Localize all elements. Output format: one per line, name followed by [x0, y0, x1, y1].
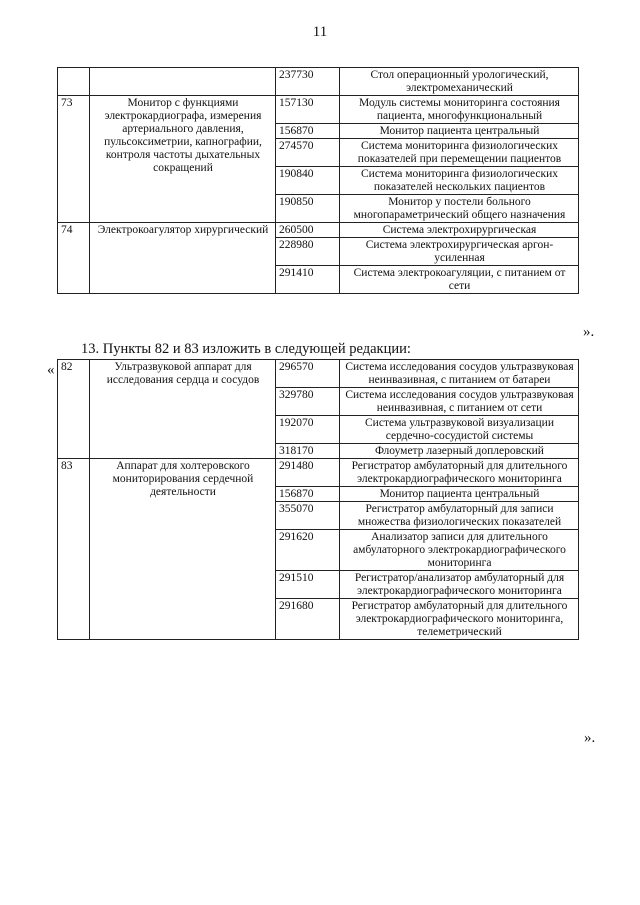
table-row — [58, 223, 579, 238]
nomenclature-description: Система исследования сосудов ультразвуковая неинвазивная, с питанием от сети — [340, 388, 579, 416]
nomenclature-code: 318170 — [276, 444, 340, 459]
nomenclature-description: Система исследования сосудов ультразвуковая неинвазивная, с питанием от батареи — [340, 360, 579, 388]
nomenclature-code: 291620 — [276, 530, 340, 571]
equipment-name: Электрокоагулятор хирургический — [90, 223, 276, 294]
nomenclature-code: 274570 — [276, 139, 340, 167]
amendment-heading: 13. Пункты 82 и 83 изложить в следующей редакции: — [81, 341, 411, 357]
item-number: 83 — [58, 459, 90, 640]
nomenclature-code: 228980 — [276, 238, 340, 266]
page-number: 11 — [312, 24, 328, 40]
item-number: 74 — [58, 223, 90, 294]
nomenclature-code: 190850 — [276, 195, 340, 223]
nomenclature-code: 157130 — [276, 96, 340, 124]
nomenclature-description: Регистратор амбулаторный для длительного электрокардиографического мониторинга — [340, 459, 579, 487]
nomenclature-description: Монитор у постели больного многопараметрический общего назначения — [340, 195, 579, 223]
nomenclature-code: 291680 — [276, 599, 340, 640]
table-row — [58, 68, 579, 96]
equipment-name: Монитор с функциями электрокардиографа, измерения артериального давления, пульсоксиметрии, капнографии, контроля частоты дыхательных сокращений — [90, 96, 276, 223]
nomenclature-code: 291410 — [276, 266, 340, 294]
item-number — [58, 68, 90, 96]
nomenclature-description: Система электрохирургическая аргон-усиленная — [340, 238, 579, 266]
item-number: 73 — [58, 96, 90, 223]
nomenclature-description: Система мониторинга физиологических показателей нескольких пациентов — [340, 167, 579, 195]
nomenclature-code: 237730 — [276, 68, 340, 96]
opening-quote: « — [47, 362, 55, 378]
nomenclature-description: Регистратор амбулаторный для длительного электрокардиографического мониторинга, телеметрический — [340, 599, 579, 640]
equipment-name: Ультразвуковой аппарат для исследования сердца и сосудов — [90, 360, 276, 459]
nomenclature-description: Анализатор записи для длительного амбулаторного электрокардиографического мониторинга — [340, 530, 579, 571]
nomenclature-description: Монитор пациента центральный — [340, 487, 579, 502]
nomenclature-description: Регистратор амбулаторный для записи множества физиологических показателей — [340, 502, 579, 530]
nomenclature-code: 192070 — [276, 416, 340, 444]
equipment-name: Аппарат для холтеровского мониторирования сердечной деятельности — [90, 459, 276, 640]
nomenclature-code: 329780 — [276, 388, 340, 416]
table-row — [58, 96, 579, 124]
nomenclature-description: Регистратор/анализатор амбулаторный для электрокардиографического мониторинга — [340, 571, 579, 599]
nomenclature-code: 156870 — [276, 487, 340, 502]
nomenclature-code: 156870 — [276, 124, 340, 139]
nomenclature-description: Система мониторинга физиологических показателей при перемещении пациентов — [340, 139, 579, 167]
nomenclature-code: 260500 — [276, 223, 340, 238]
nomenclature-description: Система электрокоагуляции, с питанием от сети — [340, 266, 579, 294]
nomenclature-description: Стол операционный урологический, электромеханический — [340, 68, 579, 96]
equipment-name — [90, 68, 276, 96]
equipment-table-new-edition — [57, 359, 579, 640]
nomenclature-code: 296570 — [276, 360, 340, 388]
nomenclature-code: 190840 — [276, 167, 340, 195]
closing-quote: ». — [583, 324, 595, 340]
table-row — [58, 360, 579, 388]
nomenclature-code: 355070 — [276, 502, 340, 530]
nomenclature-description: Модуль системы мониторинга состояния пациента, многофункциональный — [340, 96, 579, 124]
nomenclature-description: Система ультразвуковой визуализации сердечно-сосудистой системы — [340, 416, 579, 444]
nomenclature-description: Флоуметр лазерный доплеровский — [340, 444, 579, 459]
closing-quote: ». — [584, 730, 596, 746]
nomenclature-description: Монитор пациента центральный — [340, 124, 579, 139]
equipment-table-continued — [57, 67, 579, 294]
nomenclature-code: 291480 — [276, 459, 340, 487]
nomenclature-code: 291510 — [276, 571, 340, 599]
nomenclature-description: Система электрохирургическая — [340, 223, 579, 238]
item-number: 82 — [58, 360, 90, 459]
table-row — [58, 459, 579, 487]
